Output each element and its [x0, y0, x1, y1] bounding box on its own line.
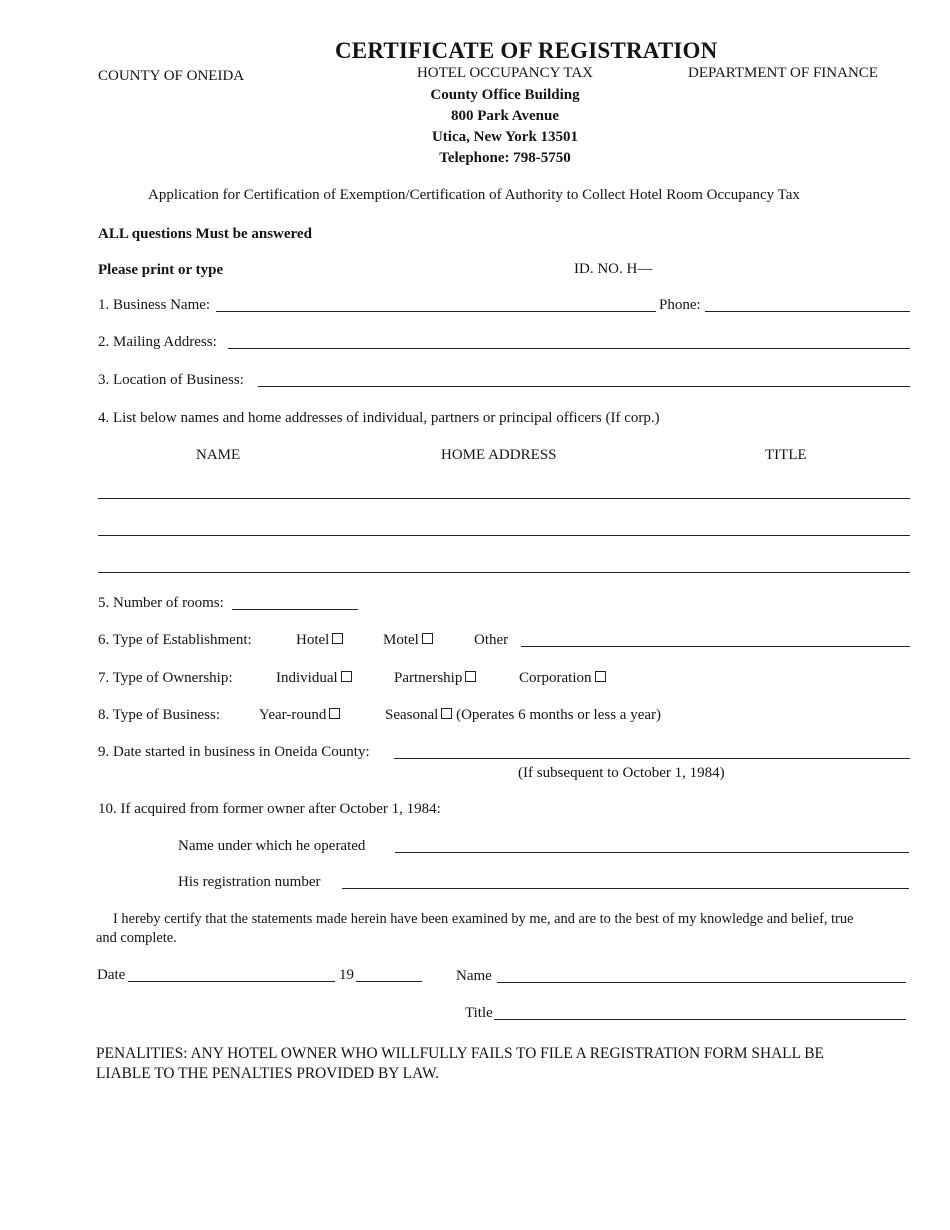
option-label: Hotel	[296, 632, 330, 648]
option-label: Motel	[383, 632, 419, 648]
phone-label: Phone:	[659, 297, 701, 313]
signer-title-label: Title	[465, 1005, 493, 1021]
form-title: CERTIFICATE OF REGISTRATION	[335, 38, 718, 63]
option-label: Year-round	[259, 707, 327, 723]
option-label: Partnership	[394, 670, 463, 686]
establishment-other-field[interactable]	[521, 646, 910, 647]
intro-text: Application for Certification of Exemption/Certification of Authority to Collect Hotel Room Occupancy Tax	[148, 187, 800, 203]
mailing-address-field[interactable]	[228, 348, 910, 349]
number-of-rooms-field[interactable]	[232, 609, 358, 610]
ownership-option-partnership[interactable]	[394, 670, 476, 687]
business-name-label: 1. Business Name:	[98, 297, 211, 313]
officer-entry-line-2[interactable]	[98, 535, 910, 536]
column-header-name: NAME	[196, 447, 241, 463]
business-name-field[interactable]	[216, 311, 656, 312]
form-subtitle: HOTEL OCCUPANCY TAX	[416, 65, 594, 81]
establishment-type-label: 6. Type of Establishment:	[98, 632, 252, 648]
former-owner-label: 10. If acquired from former owner after October 1, 1984:	[98, 801, 441, 817]
seasonal-checkbox[interactable]	[441, 708, 452, 719]
address-line-street: 800 Park Avenue	[450, 108, 560, 124]
former-owner-name-field[interactable]	[395, 852, 909, 853]
signer-name-field[interactable]	[497, 982, 906, 983]
ownership-option-individual[interactable]	[276, 670, 352, 687]
establishment-option-motel[interactable]	[383, 632, 433, 649]
business-option-seasonal[interactable]	[385, 707, 661, 724]
date-started-note: (If subsequent to October 1, 1984)	[518, 765, 725, 781]
signer-name-label: Name	[456, 968, 492, 984]
motel-checkbox[interactable]	[422, 633, 433, 644]
print-type-note: Please print or type	[98, 262, 224, 278]
phone-field[interactable]	[705, 311, 910, 312]
address-line-telephone: Telephone: 798-5750	[439, 150, 571, 166]
former-owner-name-label: Name under which he operated	[178, 838, 366, 854]
hotel-checkbox[interactable]	[332, 633, 343, 644]
officers-list-label: 4. List below names and home addresses of individual, partners or principal officers (If corp.)	[98, 410, 660, 426]
establishment-other-label: Other	[474, 632, 509, 648]
business-location-label: 3. Location of Business:	[98, 372, 244, 388]
business-option-year-round[interactable]	[259, 707, 340, 724]
year-prefix: 19	[339, 967, 354, 983]
officer-entry-line-3[interactable]	[98, 572, 910, 573]
individual-checkbox[interactable]	[341, 671, 352, 682]
date-label: Date	[97, 967, 126, 983]
option-label: Seasonal	[385, 707, 439, 723]
address-line-building: County Office Building	[430, 87, 580, 103]
corporation-checkbox[interactable]	[595, 671, 606, 682]
date-field[interactable]	[128, 981, 335, 982]
year-round-checkbox[interactable]	[329, 708, 340, 719]
ownership-option-corporation[interactable]	[519, 670, 606, 687]
ownership-type-label: 7. Type of Ownership:	[98, 670, 233, 686]
column-header-home-address: HOME ADDRESS	[441, 447, 557, 463]
address-line-city: Utica, New York 13501	[431, 129, 579, 145]
certification-line-1: I hereby certify that the statements made herein have been examined by me, and are to the best of my knowledge and belief, true	[113, 911, 854, 927]
county-name: COUNTY OF ONEIDA	[98, 68, 245, 84]
partnership-checkbox[interactable]	[465, 671, 476, 682]
date-started-label: 9. Date started in business in Oneida County:	[98, 744, 370, 760]
business-type-label: 8. Type of Business:	[98, 707, 221, 723]
all-questions-note: ALL questions Must be answered	[98, 226, 312, 242]
mailing-address-label: 2. Mailing Address:	[98, 334, 217, 350]
establishment-option-hotel[interactable]	[296, 632, 343, 649]
business-location-field[interactable]	[258, 386, 910, 387]
id-number-label: ID. NO. H—	[574, 261, 653, 277]
option-label: Individual	[276, 670, 338, 686]
former-owner-registration-field[interactable]	[342, 888, 909, 889]
option-label: Corporation	[519, 670, 592, 686]
column-header-title: TITLE	[765, 447, 807, 463]
department-name: DEPARTMENT OF FINANCE	[688, 65, 878, 81]
signer-title-field[interactable]	[494, 1019, 906, 1020]
penalties-line-1: PENALITIES: ANY HOTEL OWNER WHO WILLFULLY FAILS TO FILE A REGISTRATION FORM SHALL BE	[96, 1045, 824, 1062]
certification-line-2: and complete.	[96, 930, 177, 946]
year-field[interactable]	[356, 981, 422, 982]
penalties-line-2: LIABLE TO THE PENALTIES PROVIDED BY LAW.	[96, 1065, 439, 1082]
date-started-field[interactable]	[394, 758, 910, 759]
officer-entry-line-1[interactable]	[98, 498, 910, 499]
seasonal-note: (Operates 6 months or less a year)	[456, 707, 662, 723]
number-of-rooms-label: 5. Number of rooms:	[98, 595, 224, 611]
former-owner-registration-label: His registration number	[178, 874, 321, 890]
